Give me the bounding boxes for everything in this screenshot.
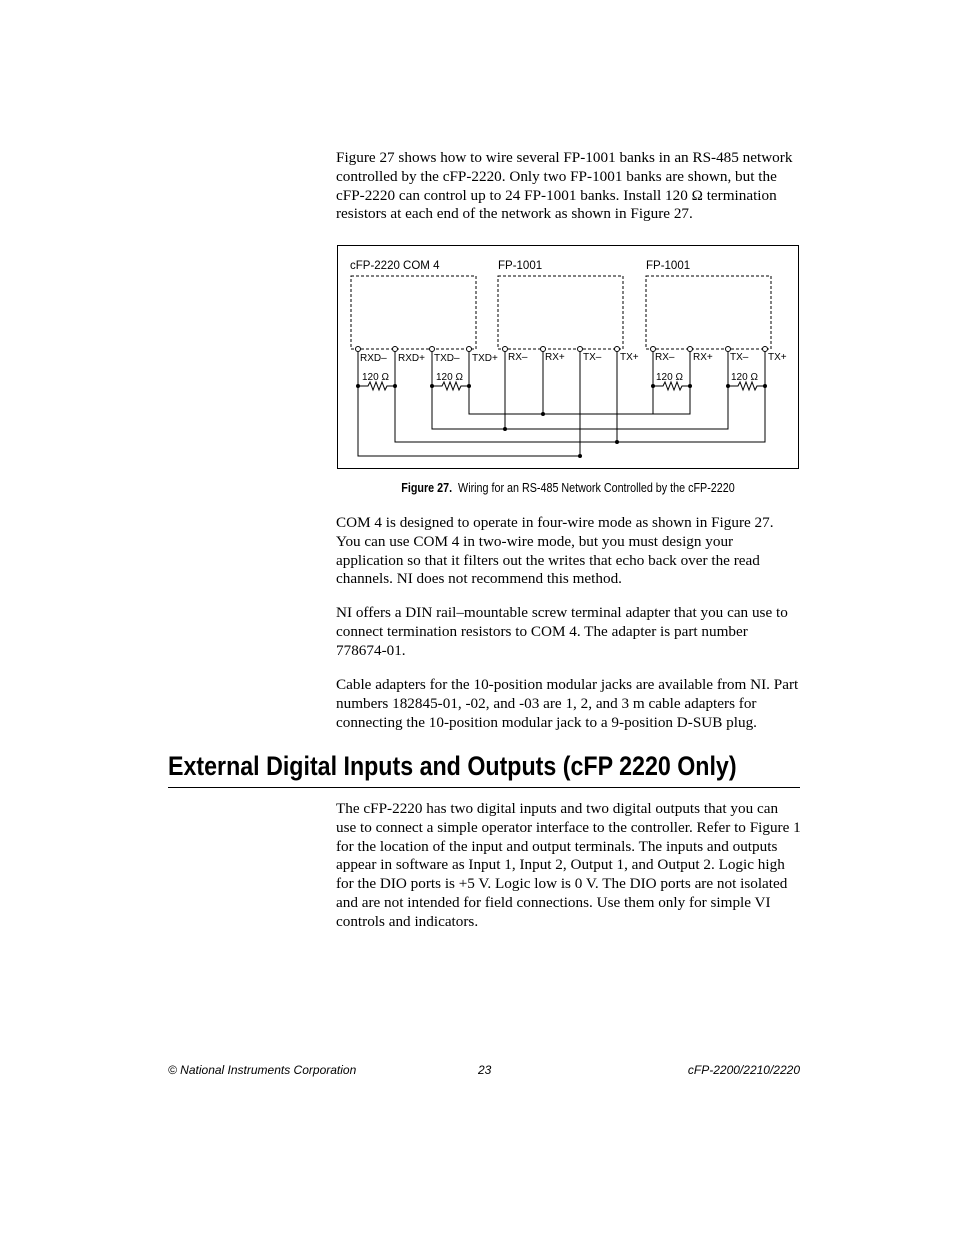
pin-label: TXD– — [434, 353, 460, 364]
resistor-label: 120 Ω — [656, 372, 683, 383]
module-title-com4: cFP-2220 COM 4 — [350, 260, 440, 272]
pin-stubs — [358, 349, 765, 456]
pin-label: RXD– — [360, 353, 387, 364]
module-title-fp1001-a: FP-1001 — [498, 260, 543, 272]
din-adapter-paragraph: NI offers a DIN rail–mountable screw terminal adapter that you can use to connect termination resistors to COM 4. The adapter is part number 778674-01. — [336, 604, 788, 659]
footer-doc-title: cFP-2200/2210/2220 — [687, 1063, 800, 1077]
section-heading: External Digital Inputs and Outputs (cFP 2220 Only) — [168, 751, 737, 781]
footer-page-number: 23 — [478, 1063, 492, 1077]
footer-copyright: © National Instruments Corporation — [168, 1063, 357, 1077]
pin-label: TXD+ — [472, 353, 498, 364]
junction-dots — [356, 384, 767, 458]
digital-io-paragraph: The cFP-2220 has two digital inputs and two digital outputs that you can use to connect a simple operator interface to the controller. Refer to Figure 1 for the location of the input and output terminals. The inputs and outputs appear in software as Input 1, Input 2, Output 1, and Output 2. Logic high for the DIO ports is +5 V. Logic low is 0 V. The DIO ports are not isolated and are not intended for field connections. Use them only for simple VI controls and indicators. — [336, 800, 801, 930]
pin-label: TX+ — [620, 352, 639, 363]
com4-mode-paragraph: COM 4 is designed to operate in four-wire mode as shown in Figure 27. You can use COM 4 in two-wire mode, but you must design your application so that it filters out the writes that echo back over the read channels. NI does not recommend this method. — [336, 514, 774, 588]
resistor-label: 120 Ω — [362, 372, 389, 383]
module-title-fp1001-b: FP-1001 — [646, 260, 691, 272]
module-outline-com4 — [351, 276, 476, 349]
resistor-label: 120 Ω — [436, 372, 463, 383]
module-outline-fp1001-b — [646, 276, 771, 349]
rs485-wiring-diagram — [337, 245, 799, 469]
module-outline-fp1001-a — [498, 276, 623, 349]
pin-label: RXD+ — [398, 353, 425, 364]
termination-resistors — [358, 382, 765, 390]
intro-paragraph: Figure 27 shows how to wire several FP-1001 banks in an RS-485 network controlled by the cFP-2220. Only two FP-1001 banks are shown, but the cFP-2220 can control up to 24 FP-1001 banks. Install 120 Ω termination resistors at each end of the network as shown in Figure 27. — [336, 149, 793, 223]
resistor-label: 120 Ω — [731, 372, 758, 383]
pin-label: TX+ — [768, 352, 787, 363]
pin-label: RX+ — [545, 352, 565, 363]
cable-adapters-paragraph: Cable adapters for the 10-position modular jacks are available from NI. Part numbers 182845-01, -02, and -03 are 1, 2, and 3 m cable adapters for connecting the 10-position modular jack to a 9-position D-SUB plug. — [336, 676, 799, 731]
pin-label: RX– — [655, 352, 675, 363]
pin-label: TX– — [730, 352, 749, 363]
bus-wires — [358, 386, 765, 456]
figure-caption-label: Figure 27. — [401, 481, 453, 495]
figure-caption-text: Wiring for an RS-485 Network Controlled by the cFP-2220 — [458, 481, 735, 495]
figure-caption — [369, 481, 766, 495]
pin-label: RX– — [508, 352, 528, 363]
heading-rule — [168, 787, 800, 788]
pin-label: TX– — [583, 352, 602, 363]
pin-label: RX+ — [693, 352, 713, 363]
